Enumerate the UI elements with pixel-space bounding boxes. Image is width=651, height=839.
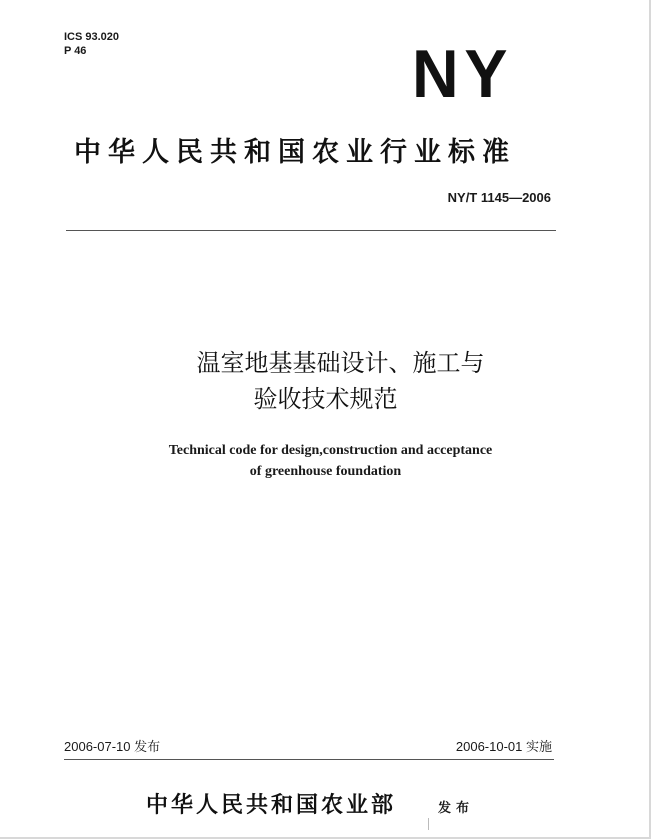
english-title-line-2: of greenhouse foundation bbox=[249, 464, 402, 479]
publish-label: 发布 bbox=[438, 801, 475, 816]
chinese-title bbox=[0, 345, 651, 417]
standard-type-heading: 中华人民共和国农业行业标准 bbox=[74, 137, 516, 168]
implementation-date: 2006-10-01 实施 bbox=[455, 739, 552, 754]
english-title bbox=[0, 440, 651, 482]
standard-number: NY/T 1145—2006 bbox=[447, 190, 551, 205]
publisher-name: 中华人民共和国农业部 bbox=[146, 792, 397, 818]
classification-code: P 46 bbox=[64, 45, 87, 57]
issue-date: 2006-07-10 发布 bbox=[64, 739, 161, 754]
ny-logo: NY bbox=[412, 36, 514, 112]
ics-block bbox=[64, 30, 119, 58]
english-title-line-1: Technical code for design,construction and acceptance bbox=[168, 443, 493, 458]
footer-divider bbox=[64, 759, 554, 760]
ics-code: ICS 93.020 bbox=[64, 31, 120, 43]
header-divider bbox=[66, 230, 556, 231]
scan-mark bbox=[428, 818, 429, 830]
chinese-title-line-1: 温室地基基础设计、施工与 bbox=[196, 349, 485, 377]
chinese-title-line-2: 验收技术规范 bbox=[253, 385, 398, 413]
